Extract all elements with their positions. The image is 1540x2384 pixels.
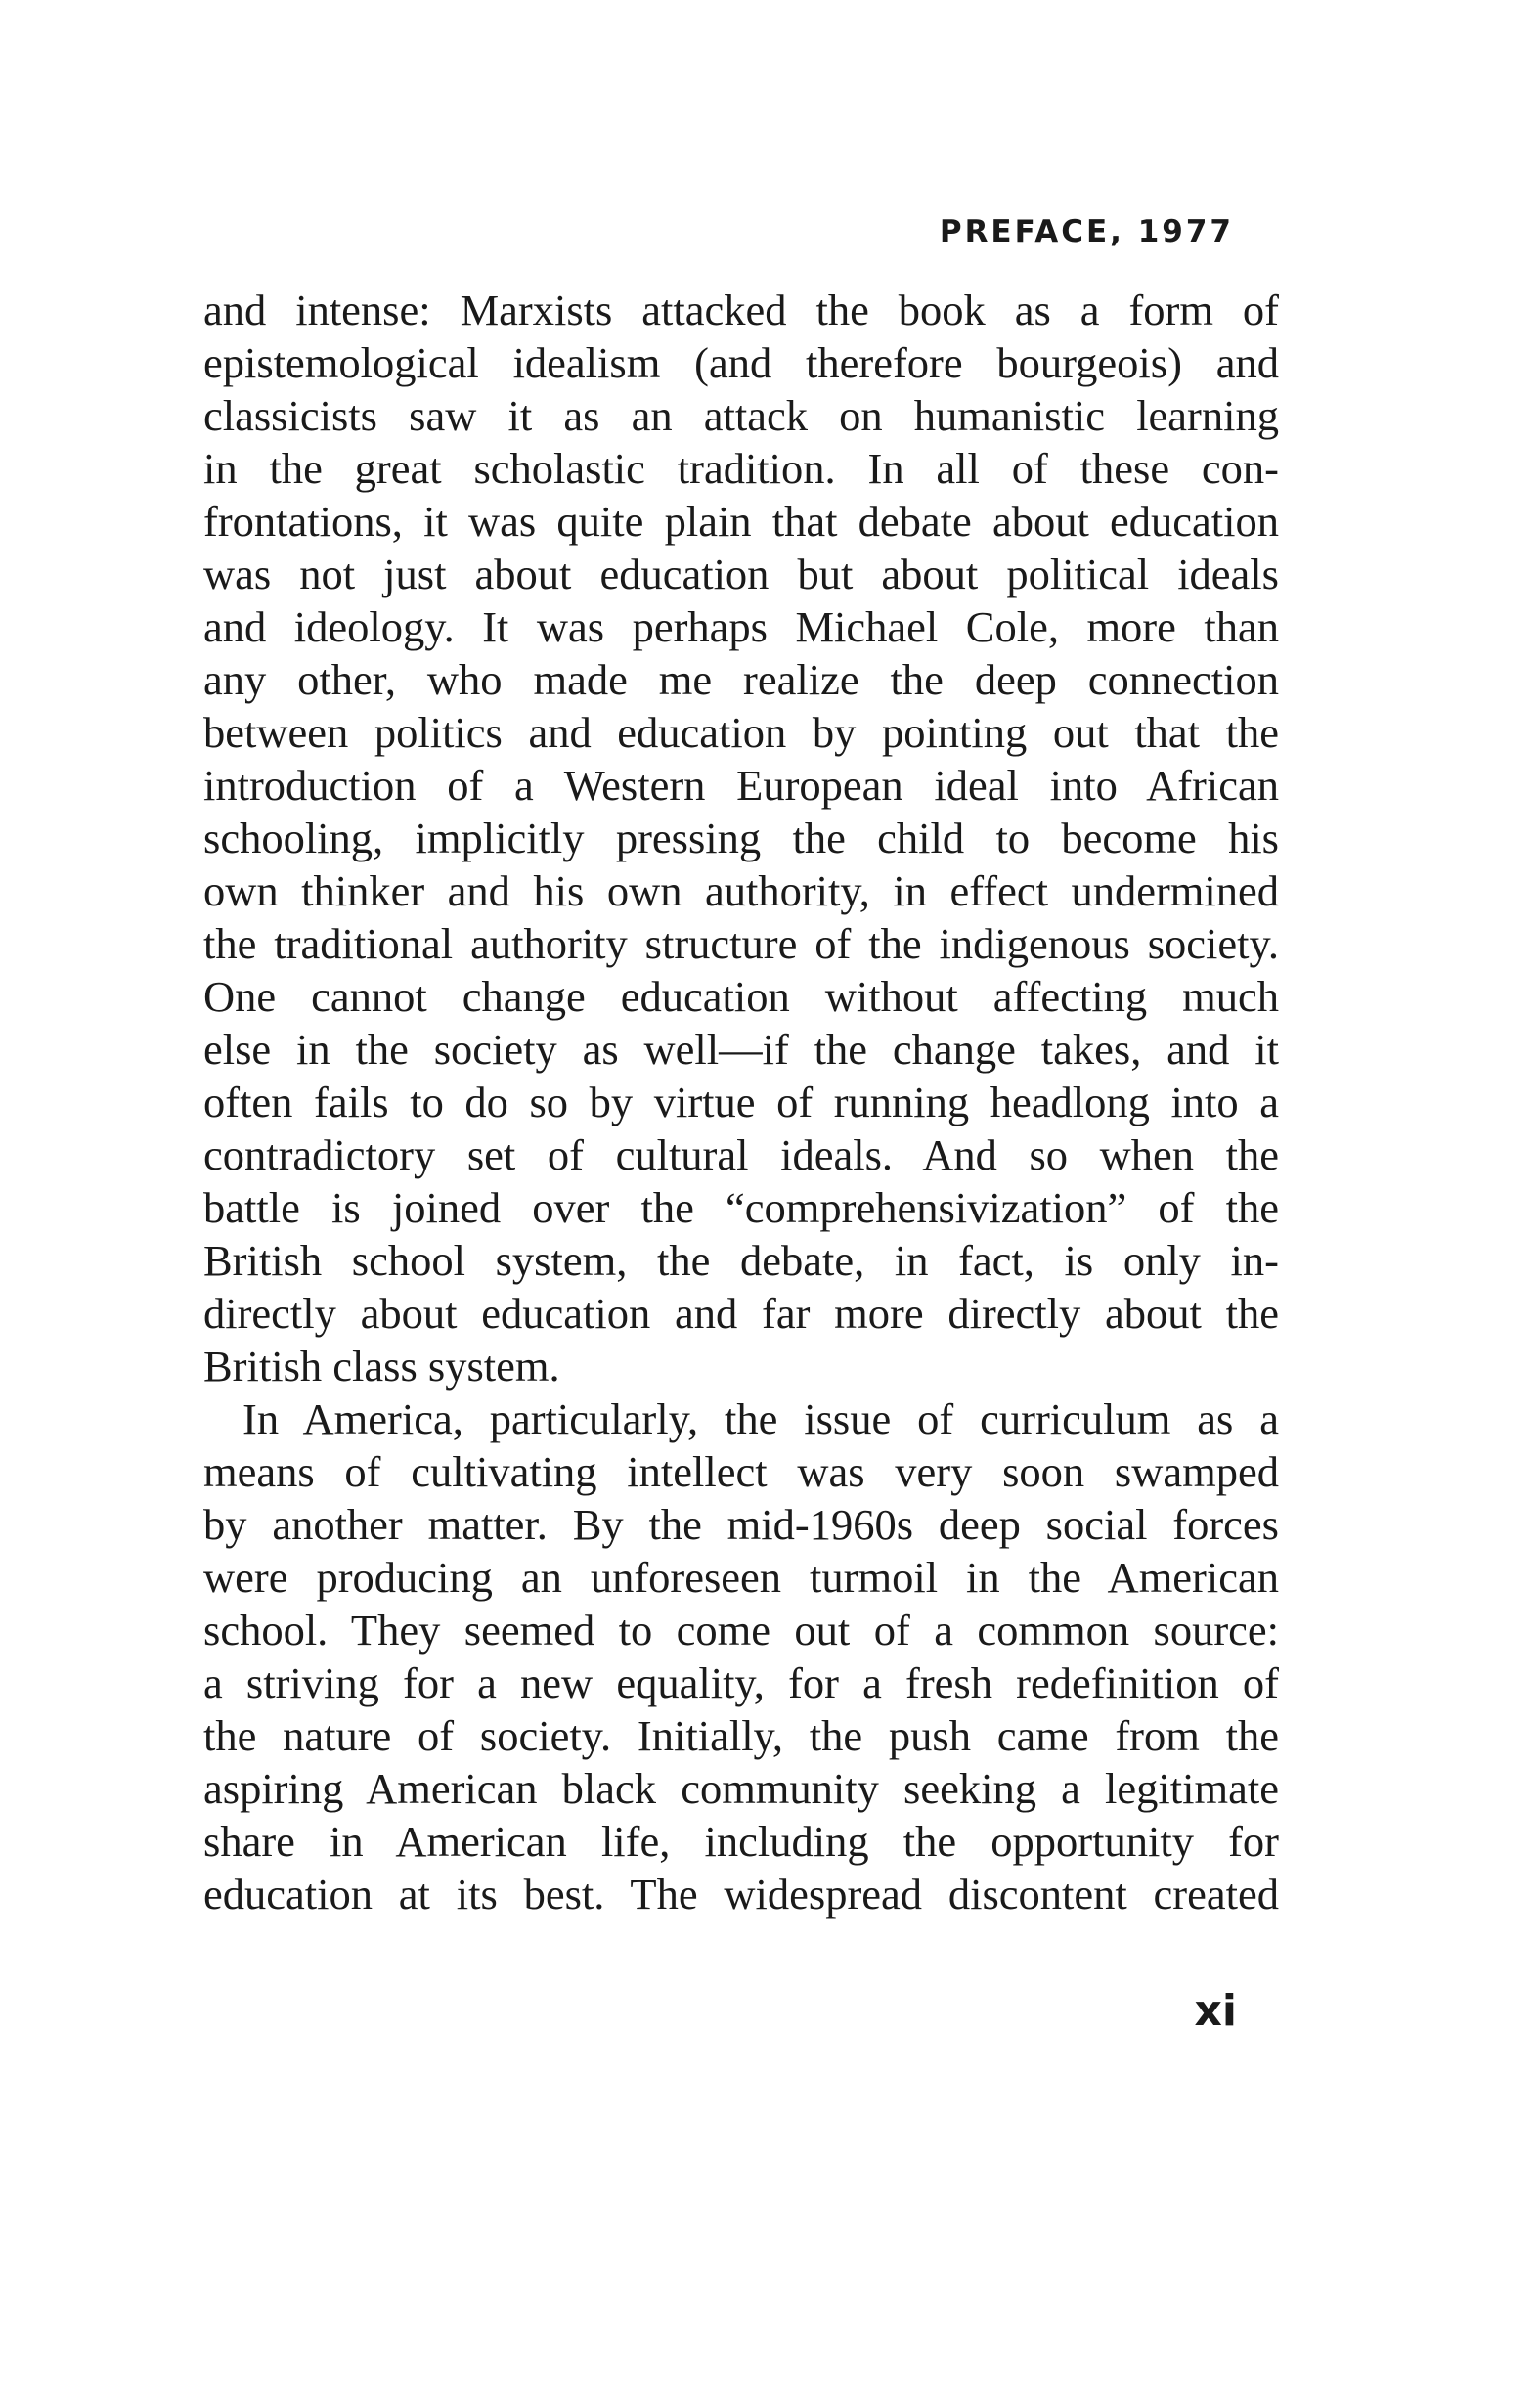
text-line: the nature of society. Initially, the push came from the	[203, 1711, 1279, 1760]
body-text	[203, 284, 1279, 1920]
text-line: education at its best. The widespread discontent created	[203, 1870, 1279, 1919]
text-line: In America, particularly, the issue of curriculum as a	[242, 1394, 1279, 1443]
text-line: One cannot change education without affecting much	[203, 972, 1279, 1021]
text-line: in the great scholastic tradition. In all of these con-	[203, 444, 1279, 493]
text-line: were producing an unforeseen turmoil in the American	[203, 1553, 1279, 1602]
text-line: the traditional authority structure of the indigenous society.	[203, 919, 1279, 968]
text-line: British school system, the debate, in fact, is only in-	[203, 1236, 1279, 1285]
text-line: else in the society as well—if the change takes, and it	[203, 1025, 1279, 1074]
text-line: school. They seemed to come out of a common source:	[203, 1606, 1279, 1655]
text-line: a striving for a new equality, for a fresh redefinition of	[203, 1658, 1279, 1707]
text-line: directly about education and far more directly about the	[203, 1289, 1279, 1338]
text-line: and intense: Marxists attacked the book as a form of	[203, 286, 1279, 334]
text-line: aspiring American black community seeking a legitimate	[203, 1764, 1279, 1813]
paragraph-1	[203, 284, 1279, 1392]
text-line: often fails to do so by virtue of running headlong into a	[203, 1078, 1279, 1126]
text-line: means of cultivating intellect was very soon swamped	[203, 1447, 1279, 1496]
page-number: xi	[1194, 1986, 1237, 2036]
text-line: battle is joined over the “comprehensivization” of the	[203, 1183, 1279, 1232]
text-line: epistemological idealism (and therefore bourgeois) and	[203, 338, 1279, 387]
text-line: contradictory set of cultural ideals. And so when the	[203, 1130, 1279, 1179]
text-line: by another matter. By the mid-1960s deep social forces	[203, 1500, 1279, 1549]
text-line: was not just about education but about political ideals	[203, 550, 1279, 598]
text-line: schooling, implicitly pressing the child to become his	[203, 814, 1279, 862]
running-head: PREFACE, 1977	[939, 214, 1234, 249]
text-line: own thinker and his own authority, in effect undermined	[203, 866, 1279, 915]
text-line: British class system.	[203, 1342, 560, 1391]
text-line: frontations, it was quite plain that debate about education	[203, 497, 1279, 546]
text-line: share in American life, including the opportunity for	[203, 1817, 1279, 1866]
text-line: any other, who made me realize the deep connection	[203, 655, 1279, 704]
paragraph-2	[203, 1392, 1279, 1920]
text-line: classicists saw it as an attack on humanistic learning	[203, 391, 1279, 440]
text-line: introduction of a Western European ideal into African	[203, 761, 1279, 810]
text-line: and ideology. It was perhaps Michael Cole, more than	[203, 602, 1279, 651]
text-line: between politics and education by pointing out that the	[203, 708, 1279, 757]
